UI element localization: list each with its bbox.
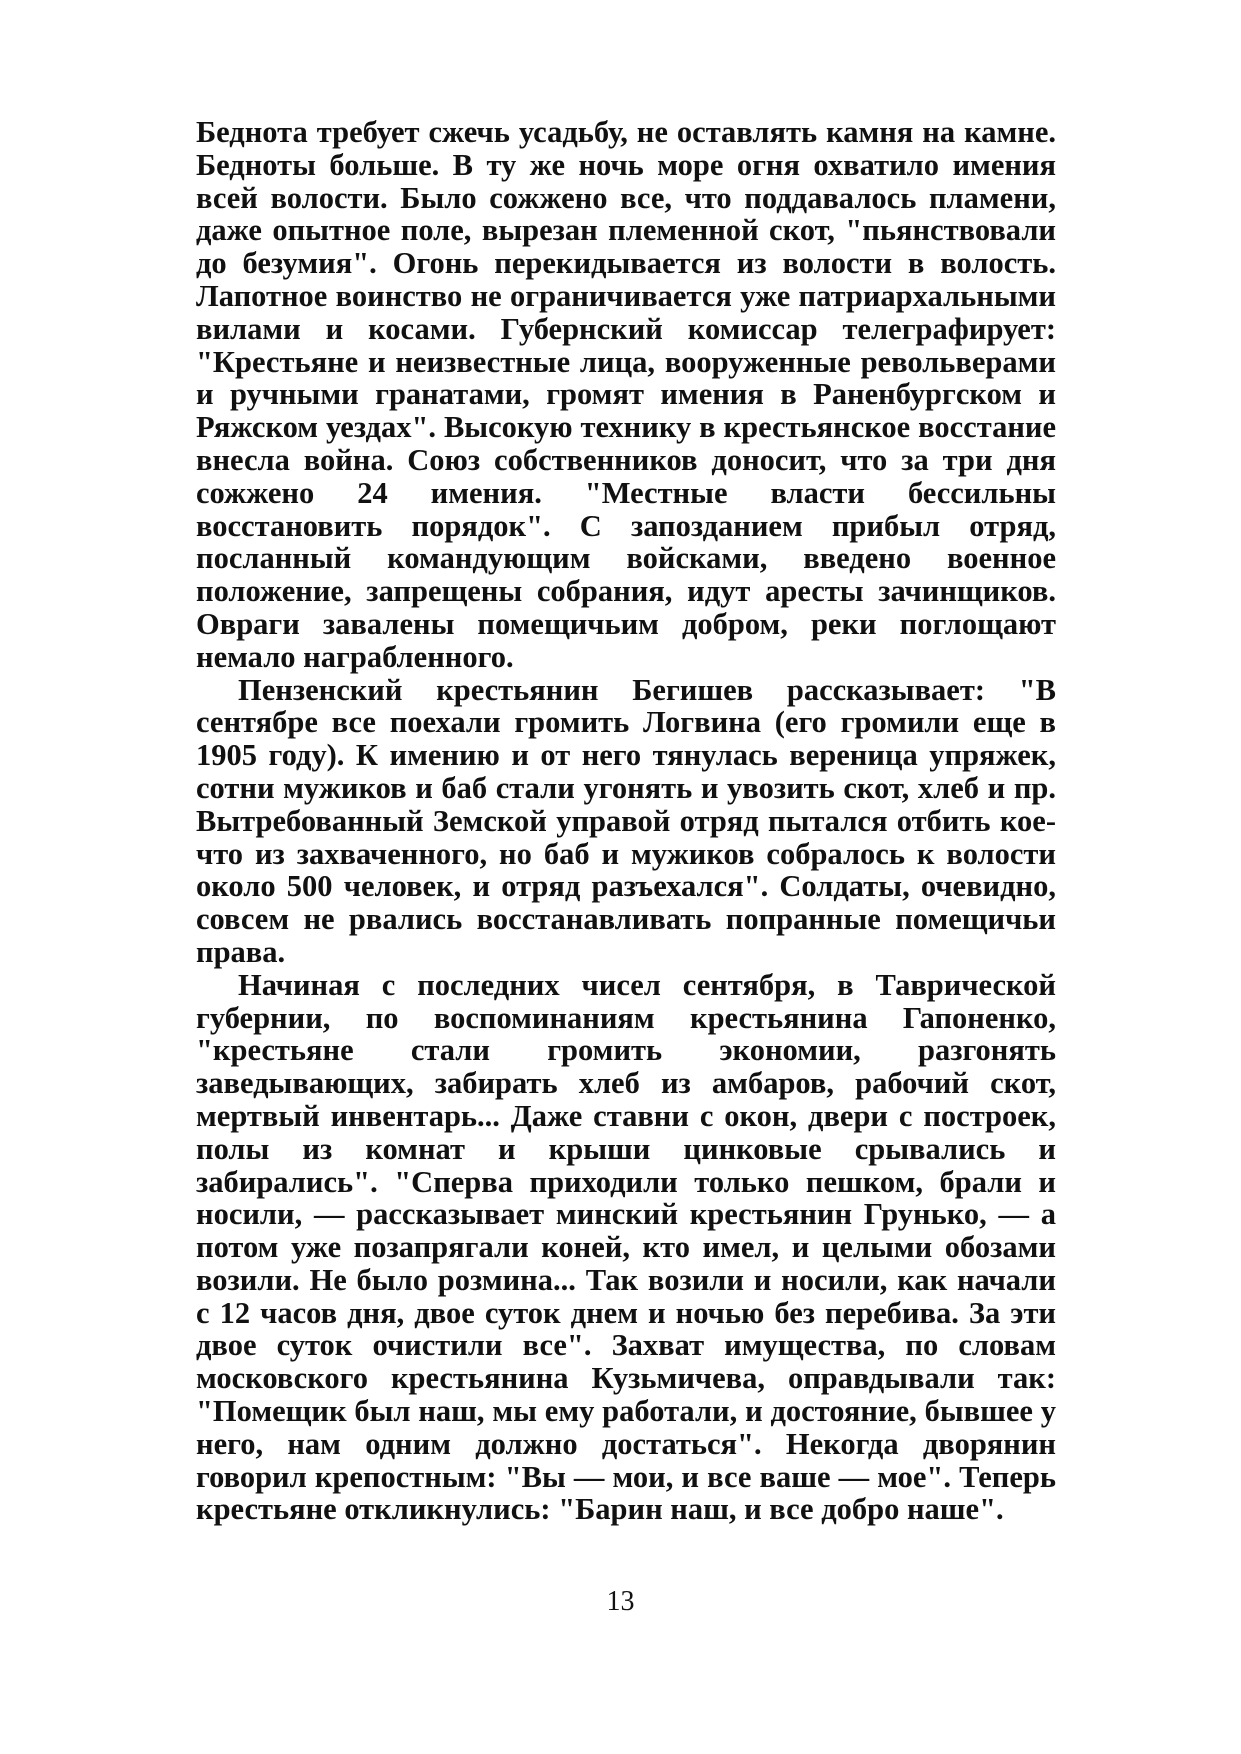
paragraph-2: Пензенский крестьянин Бегишев рассказывает: "В сентябре все поехали громить Логвина (его громили еще в 1905 году). К имению и от него тянулась вереница упряжек, сотни мужиков и баб стали угонять и увозить скот, хлеб и пр. Вытребованный Земской управой отряд пытался отбить кое-что из захваченного, но баб и мужиков собралось к волости около 500 человек, и отряд разъехался". Солдаты, очевидно, совсем не рвались восстанавливать попранные помещичьи права. (196, 672, 1056, 969)
body-text (196, 116, 1056, 1526)
paragraph-3: Начиная с последних чисел сентября, в Таврической губернии, по воспоминаниям крестьянина Гапоненко, "крестьяне стали громить экономии, разгонять заведывающих, забирать хлеб из амбаров, рабочий скот, мертвый инвентарь... Даже ставни с окон, двери с построек, полы из комнат и крыши цинковые срывались и забирались". "Сперва приходили только пешком, брали и носили, — рассказывает минский крестьянин Грунько, — а потом уже позапрягали коней, кто имел, и целыми обозами возили. Не было розмина... Так возили и носили, как начали с 12 часов дня, двое суток днем и ночью без перебива. За эти двое суток очистили все". Захват имущества, по словам московского крестьянина Кузьмичева, оправдывали так: "Помещик был наш, мы ему работали, и достояние, бывшее у него, нам одним должно достаться". Некогда дворянин говорил крепостным: "Вы — мои, и все ваше — мое". Теперь крестьяне откликнулись: "Барин наш, и все добро наше". (196, 967, 1056, 1527)
page-number: 13 (606, 1586, 635, 1617)
paragraph-1: Беднота требует сжечь усадьбу, не оставлять камня на камне. Бедноты больше. В ту же ночь море огня охватило имения всей волости. Было сожжено все, что поддавалось пламени, даже опытное поле, вырезан племенной скот, "пьянствовали до безумия". Огонь перекидывается из волости в волость. Лапотное воинство не ограничивается уже патриархальными вилами и косами. Губернский комиссар телеграфирует: "Крестьяне и неизвестные лица, вооруженные револьверами и ручными гранатами, громят имения в Раненбургском и Ряжском уездах". Высокую технику в крестьянское восстание внесла война. Союз собственников доносит, что за три дня сожжено 24 имения. "Местные власти бессильны восстановить порядок". С запозданием прибыл отряд, посланный командующим войсками, введено военное положение, запрещены собрания, идут аресты зачинщиков. Овраги завалены помещичьим добром, реки поглощают немало награбленного. (196, 115, 1056, 674)
